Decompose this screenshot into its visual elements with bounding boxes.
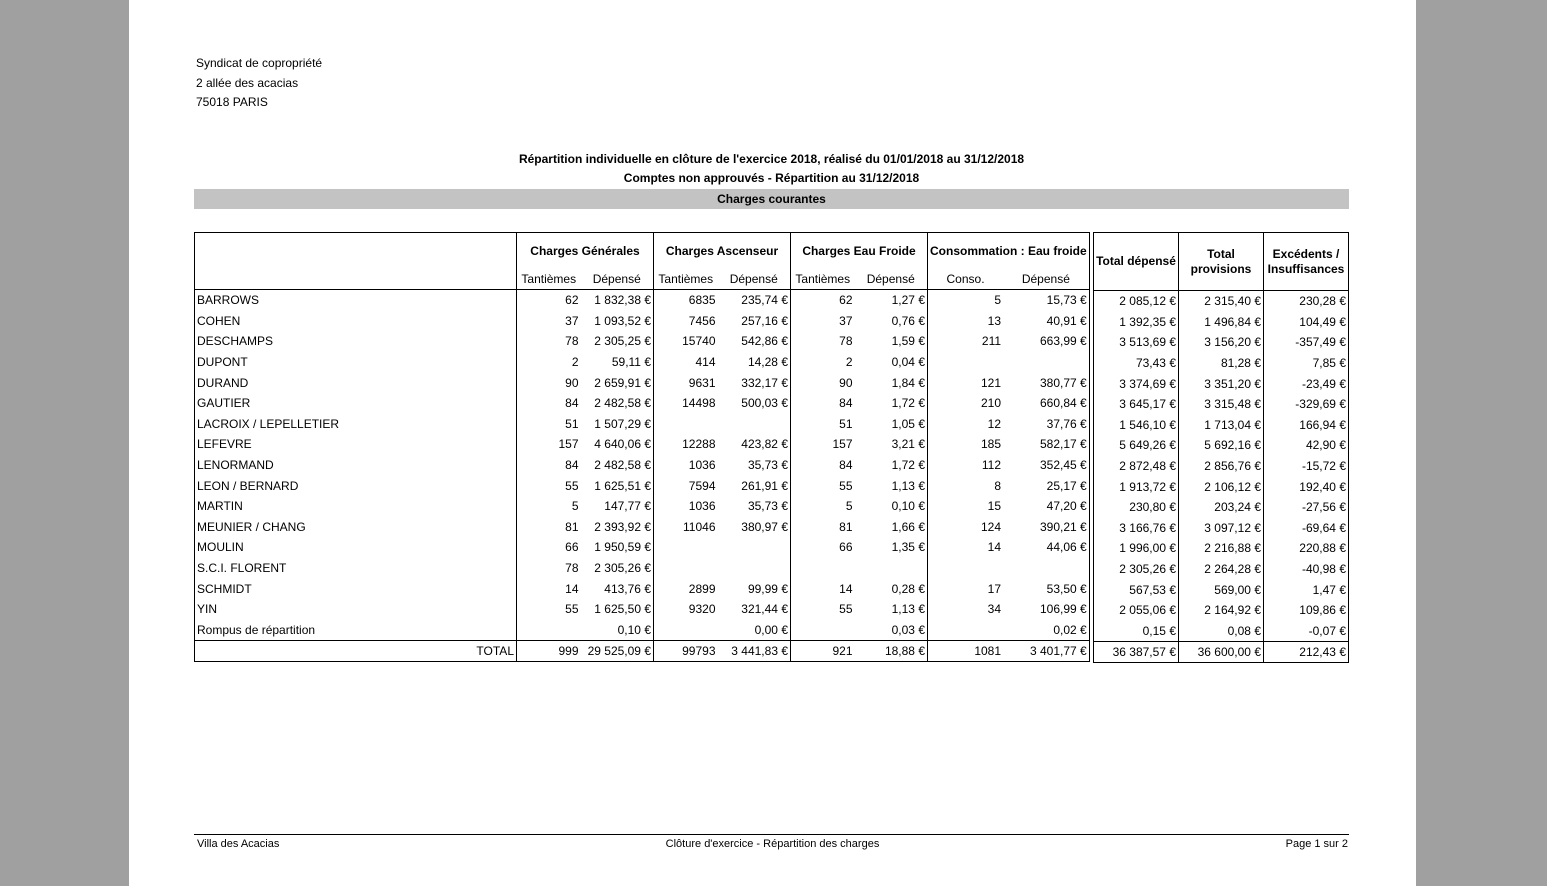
header-total-depense: Total dépensé [1094,233,1179,291]
cg-tantiemes [517,620,581,641]
ca-depense: 380,97 € [718,517,791,538]
cg-tantiemes: 78 [565,334,579,349]
cg-depense: 1 832,38 € [581,290,654,311]
conso-depense: 106,99 € [1003,599,1089,620]
cg-depense: 2 393,92 € [581,517,654,538]
header-blank-sub [195,269,517,290]
cg-tantiemes: 37 [565,313,579,328]
total-provisions: 3 351,20 € [1179,373,1264,394]
subheader-depense: Dépensé [581,269,654,290]
ca-tantiemes: 2899 [688,581,716,596]
ce-tantiemes: 14 [839,581,853,596]
table-row [195,414,1090,435]
ca-depense [718,537,791,558]
owner-name: S.C.I. FLORENT [195,558,517,579]
grand-total-row [195,641,1090,662]
total-depense: 2 872,48 € [1094,456,1179,477]
cg-tantiemes: 84 [565,458,579,473]
conso-quantity: 8 [994,478,1002,493]
ca-depense: 14,28 € [718,352,791,373]
cg-tantiemes: 5 [571,499,579,514]
ce-tantiemes [791,620,855,641]
ce-depense: 1,35 € [855,537,928,558]
conso-quantity: 17 [987,581,1002,596]
conso-quantity: 34 [987,602,1002,617]
ca-depense: 332,17 € [718,372,791,393]
cg-depense: 2 482,58 € [581,393,654,414]
ca-tantiemes [654,537,718,558]
ce-tantiemes: 62 [839,293,853,308]
ca-tantiemes: 6835 [688,293,716,308]
total-provisions: 1 713,04 € [1179,415,1264,436]
total-depense: 2 055,06 € [1094,600,1179,621]
ca-depense: 0,00 € [718,620,791,641]
total-depense: 3 645,17 € [1094,394,1179,415]
conso-quantity: 12 [987,416,1002,431]
conso-depense: 390,21 € [1003,517,1089,538]
table-row [195,393,1090,414]
footer-property-name: Villa des Acacias [197,838,280,850]
totals-table [1093,232,1349,663]
cg-tantiemes: 84 [565,396,579,411]
excedent-insuffisance: -69,64 € [1264,518,1349,539]
ce-tantiemes: 37 [839,313,853,328]
ce-depense: 1,27 € [855,290,928,311]
total-depense: 73,43 € [1094,353,1179,374]
table-row [195,311,1090,332]
ce-tantiemes: 78 [839,334,853,349]
conso-depense: 582,17 € [1003,434,1089,455]
total-provisions: 2 106,12 € [1179,476,1264,497]
owner-name: LEFEVRE [195,434,517,455]
conso-depense: 37,76 € [1003,414,1089,435]
cg-tantiemes: 90 [565,375,579,390]
ca-tantiemes: 1036 [688,499,716,514]
owner-name: COHEN [195,311,517,332]
subheader-conso: Conso. [928,269,1004,290]
total-provisions: 1 496,84 € [1179,312,1264,333]
conso-quantity: 112 [981,458,1002,473]
total-depense: 1 392,35 € [1094,312,1179,333]
totals-row [1094,291,1349,312]
ce-tantiemes: 84 [839,458,853,473]
totals-row [1094,600,1349,621]
cg-tantiemes: 62 [565,293,579,308]
totals-row [1094,312,1349,333]
total-depense: 0,15 € [1094,621,1179,642]
header-charges-ascenseur: Charges Ascenseur [654,233,791,270]
header-blank [195,233,517,270]
owner-name: MOULIN [195,537,517,558]
cg-depense: 2 305,25 € [581,331,654,352]
total-cg-tantiemes: 999 [517,641,581,662]
ce-depense: 1,13 € [855,475,928,496]
address-line-2: 2 allée des acacias [196,75,299,90]
table-row [195,558,1090,579]
footer-document-title-text: Clôture d'exercice - Répartition des charges [665,838,880,850]
ca-depense: 542,86 € [718,331,791,352]
ca-tantiemes: 414 [695,355,716,370]
ce-depense [855,558,928,579]
total-depense: 2 085,12 € [1094,291,1179,312]
totals-row [1094,559,1349,580]
conso-quantity: 5 [994,293,1002,308]
ce-depense: 1,72 € [855,455,928,476]
table-row [195,290,1090,311]
totals-row [1094,497,1349,518]
table-row [195,352,1090,373]
total-depense: 1 996,00 € [1094,538,1179,559]
conso-depense: 0,02 € [1003,620,1089,641]
conso-quantity [928,352,1004,373]
conso-depense: 40,91 € [1003,311,1089,332]
cg-depense: 147,77 € [581,496,654,517]
totals-row [1094,538,1349,559]
ca-depense: 35,73 € [718,455,791,476]
table-row [195,434,1090,455]
total-provisions: 81,28 € [1179,353,1264,374]
ca-depense: 99,99 € [718,578,791,599]
ca-tantiemes: 12288 [682,437,716,452]
subheader-depense: Dépensé [1003,269,1089,290]
ce-tantiemes: 55 [839,602,853,617]
table-row [195,372,1090,393]
footer-document-title [129,838,1416,850]
report-title-line-2: Comptes non approuvés - Répartition au 31/12/2018 [623,171,920,185]
conso-quantity: 211 [981,334,1002,349]
conso-quantity [928,558,1004,579]
excedent-insuffisance: 192,40 € [1264,476,1349,497]
excedent-insuffisance: 1,47 € [1264,579,1349,600]
table-row [195,620,1090,641]
excedent-insuffisance: 220,88 € [1264,538,1349,559]
total-ce-depense: 18,88 € [855,641,928,662]
conso-quantity: 14 [987,540,1002,555]
owner-name: DUPONT [195,352,517,373]
cg-depense: 1 625,51 € [581,475,654,496]
total-depense: 3 166,76 € [1094,518,1179,539]
charges-table [194,232,1090,662]
ca-tantiemes: 15740 [682,334,716,349]
table-row [195,331,1090,352]
cg-tantiemes: 78 [565,561,579,576]
total-provisions: 3 315,48 € [1179,394,1264,415]
grand-total-row [1094,642,1349,663]
table-row [195,578,1090,599]
cg-depense: 2 659,91 € [581,372,654,393]
ce-depense: 1,05 € [855,414,928,435]
cg-depense: 413,76 € [581,578,654,599]
cg-depense: 0,10 € [581,620,654,641]
ca-depense: 35,73 € [718,496,791,517]
cg-depense: 1 093,52 € [581,311,654,332]
subheader-tantiemes: Tantièmes [791,269,855,290]
total-conso-depense: 3 401,77 € [1003,641,1089,662]
ca-tantiemes: 11046 [683,519,716,534]
ca-depense [718,414,791,435]
ce-tantiemes: 5 [845,499,853,514]
conso-depense: 44,06 € [1003,537,1089,558]
ca-tantiemes [654,620,718,641]
conso-quantity: 13 [987,313,1002,328]
cg-depense: 1 625,50 € [581,599,654,620]
excedent-insuffisance: 166,94 € [1264,415,1349,436]
report-title-line-1: Répartition individuelle en clôture de l'exercice 2018, réalisé du 01/01/2018 au 31/12/2018 [518,152,1025,166]
table-row [195,496,1090,517]
total-depense: 230,80 € [1094,497,1179,518]
ce-tantiemes [791,558,855,579]
ce-depense: 1,13 € [855,599,928,620]
owner-name: MEUNIER / CHANG [195,517,517,538]
section-header: Charges courantes [194,189,1349,209]
excedent-insuffisance: 109,86 € [1264,600,1349,621]
totals-row [1094,435,1349,456]
excedent-insuffisance: -40,98 € [1264,559,1349,580]
conso-quantity: 185 [981,437,1002,452]
excedent-insuffisance: 230,28 € [1264,291,1349,312]
grand-excedent-insuffisance: 212,43 € [1264,642,1349,663]
document-page [129,0,1416,886]
ce-depense: 1,66 € [855,517,928,538]
ce-depense: 1,84 € [855,372,928,393]
conso-quantity [928,620,1004,641]
totals-row [1094,415,1349,436]
ce-tantiemes: 157 [832,437,853,452]
total-ca-depense: 3 441,83 € [718,641,791,662]
owner-name: DURAND [195,372,517,393]
total-provisions: 2 216,88 € [1179,538,1264,559]
total-depense: 3 513,69 € [1094,332,1179,353]
conso-depense: 25,17 € [1003,475,1089,496]
cg-tantiemes: 14 [565,581,579,596]
ce-depense: 0,28 € [855,578,928,599]
table-row [195,455,1090,476]
conso-depense: 15,73 € [1003,290,1089,311]
conso-quantity: 121 [981,375,1002,390]
cg-tantiemes: 51 [565,416,579,431]
totals-row [1094,518,1349,539]
ce-tantiemes: 90 [839,375,853,390]
totals-row [1094,373,1349,394]
excedent-insuffisance: 42,90 € [1264,435,1349,456]
excedent-insuffisance: -23,49 € [1264,373,1349,394]
ce-tantiemes: 2 [845,355,853,370]
header-consommation-eau-froide: Consommation : Eau froide [928,233,1090,270]
total-depense: 1 546,10 € [1094,415,1179,436]
totals-row [1094,332,1349,353]
total-provisions: 569,00 € [1179,579,1264,600]
conso-quantity: 210 [981,396,1002,411]
owner-name: LACROIX / LEPELLETIER [195,414,517,435]
subheader-depense: Dépensé [855,269,928,290]
totals-row [1094,579,1349,600]
ca-tantiemes: 9631 [688,375,716,390]
owner-name: DESCHAMPS [195,331,517,352]
owner-name: YIN [195,599,517,620]
subheader-tantiemes: Tantièmes [654,269,718,290]
excedent-insuffisance: -357,49 € [1264,332,1349,353]
excedent-insuffisance: -15,72 € [1264,456,1349,477]
ce-tantiemes: 55 [839,478,853,493]
footer-rule [194,834,1349,835]
ca-depense: 423,82 € [718,434,791,455]
total-provisions: 0,08 € [1179,621,1264,642]
total-provisions: 2 164,92 € [1179,600,1264,621]
conso-depense: 380,77 € [1003,372,1089,393]
owner-name: LEON / BERNARD [195,475,517,496]
ca-tantiemes: 7456 [688,313,716,328]
total-depense: 5 649,26 € [1094,435,1179,456]
table-row [195,537,1090,558]
ce-tantiemes: 51 [839,416,853,431]
excedent-insuffisance: 7,85 € [1264,353,1349,374]
cg-tantiemes: 81 [565,519,579,534]
ce-depense: 0,03 € [855,620,928,641]
excedent-insuffisance: 104,49 € [1264,312,1349,333]
total-provisions: 3 097,12 € [1179,518,1264,539]
totals-row [1094,621,1349,642]
address-line-3: 75018 PARIS [196,95,268,109]
conso-quantity: 15 [987,499,1002,514]
totals-row [1094,456,1349,477]
ca-tantiemes: 9320 [688,602,716,617]
conso-depense: 663,99 € [1003,331,1089,352]
owner-name: LENORMAND [195,455,517,476]
ca-tantiemes: 14498 [682,396,716,411]
owner-name: SCHMIDT [195,578,517,599]
owner-name: BARROWS [195,290,517,311]
grand-total-depense: 36 387,57 € [1094,642,1179,663]
conso-depense: 47,20 € [1003,496,1089,517]
table-row [195,517,1090,538]
total-provisions: 3 156,20 € [1179,332,1264,353]
excedent-insuffisance: -329,69 € [1264,394,1349,415]
totals-row [1094,353,1349,374]
ca-depense: 261,91 € [718,475,791,496]
cg-depense: 2 482,58 € [581,455,654,476]
conso-depense: 660,84 € [1003,393,1089,414]
conso-depense [1003,558,1089,579]
total-depense: 3 374,69 € [1094,373,1179,394]
total-ce-tantiemes: 921 [791,641,855,662]
header-charges-generales: Charges Générales [517,233,654,270]
address-line-1: Syndicat de copropriété [196,56,323,70]
ce-tantiemes: 66 [839,540,853,555]
excedent-insuffisance: -0,07 € [1264,621,1349,642]
ca-depense [718,558,791,579]
total-depense: 2 305,26 € [1094,559,1179,580]
ce-depense: 3,21 € [855,434,928,455]
ca-tantiemes: 1036 [688,458,716,473]
subheader-tantiemes: Tantièmes [517,269,581,290]
grand-total-provisions: 36 600,00 € [1179,642,1264,663]
cg-depense: 1 950,59 € [581,537,654,558]
cg-depense: 59,11 € [581,352,654,373]
ce-depense: 0,10 € [855,496,928,517]
excedent-insuffisance: -27,56 € [1264,497,1349,518]
ca-depense: 321,44 € [718,599,791,620]
total-cg-depense: 29 525,09 € [581,641,654,662]
cg-tantiemes: 55 [565,602,579,617]
total-provisions: 2 264,28 € [1179,559,1264,580]
cg-depense: 4 640,06 € [581,434,654,455]
ce-depense: 1,59 € [855,331,928,352]
table-row [195,599,1090,620]
subheader-depense: Dépensé [718,269,791,290]
total-provisions: 203,24 € [1179,497,1264,518]
total-conso-quantity: 1081 [928,641,1004,662]
owner-name: GAUTIER [195,393,517,414]
conso-quantity: 124 [981,519,1002,534]
cg-tantiemes: 55 [565,478,579,493]
total-provisions: 2 315,40 € [1179,291,1264,312]
ce-tantiemes: 81 [839,519,853,534]
ce-tantiemes: 84 [839,396,853,411]
cg-tantiemes: 2 [571,355,579,370]
ca-depense: 500,03 € [718,393,791,414]
total-label: TOTAL [195,641,517,662]
ce-depense: 0,76 € [855,311,928,332]
ca-tantiemes [654,558,718,579]
ca-tantiemes [654,414,718,435]
conso-depense: 352,45 € [1003,455,1089,476]
cg-tantiemes: 157 [558,437,579,452]
ce-depense: 1,72 € [855,393,928,414]
total-depense: 567,53 € [1094,579,1179,600]
footer-page-number: Page 1 sur 2 [1285,838,1348,850]
ca-depense: 235,74 € [718,290,791,311]
totals-row [1094,394,1349,415]
header-excedents-insuffisances: Excédents / Insuffisances [1264,233,1349,291]
cg-depense: 2 305,26 € [581,558,654,579]
ca-depense: 257,16 € [718,311,791,332]
ca-tantiemes: 7594 [688,478,716,493]
total-provisions: 5 692,16 € [1179,435,1264,456]
table-row [195,475,1090,496]
cg-tantiemes: 66 [565,540,579,555]
report-title [194,151,1349,189]
header-charges-eau-froide: Charges Eau Froide [791,233,928,270]
total-ca-tantiemes: 99793 [654,641,718,662]
owner-name: Rompus de répartition [195,620,517,641]
conso-depense [1003,352,1089,373]
header-total-provisions: Total provisions [1179,233,1264,291]
ce-depense: 0,04 € [855,352,928,373]
owner-name: MARTIN [195,496,517,517]
totals-row [1094,476,1349,497]
conso-depense: 53,50 € [1003,578,1089,599]
total-depense: 1 913,72 € [1094,476,1179,497]
total-provisions: 2 856,76 € [1179,456,1264,477]
syndicate-address [196,54,322,113]
cg-depense: 1 507,29 € [581,414,654,435]
